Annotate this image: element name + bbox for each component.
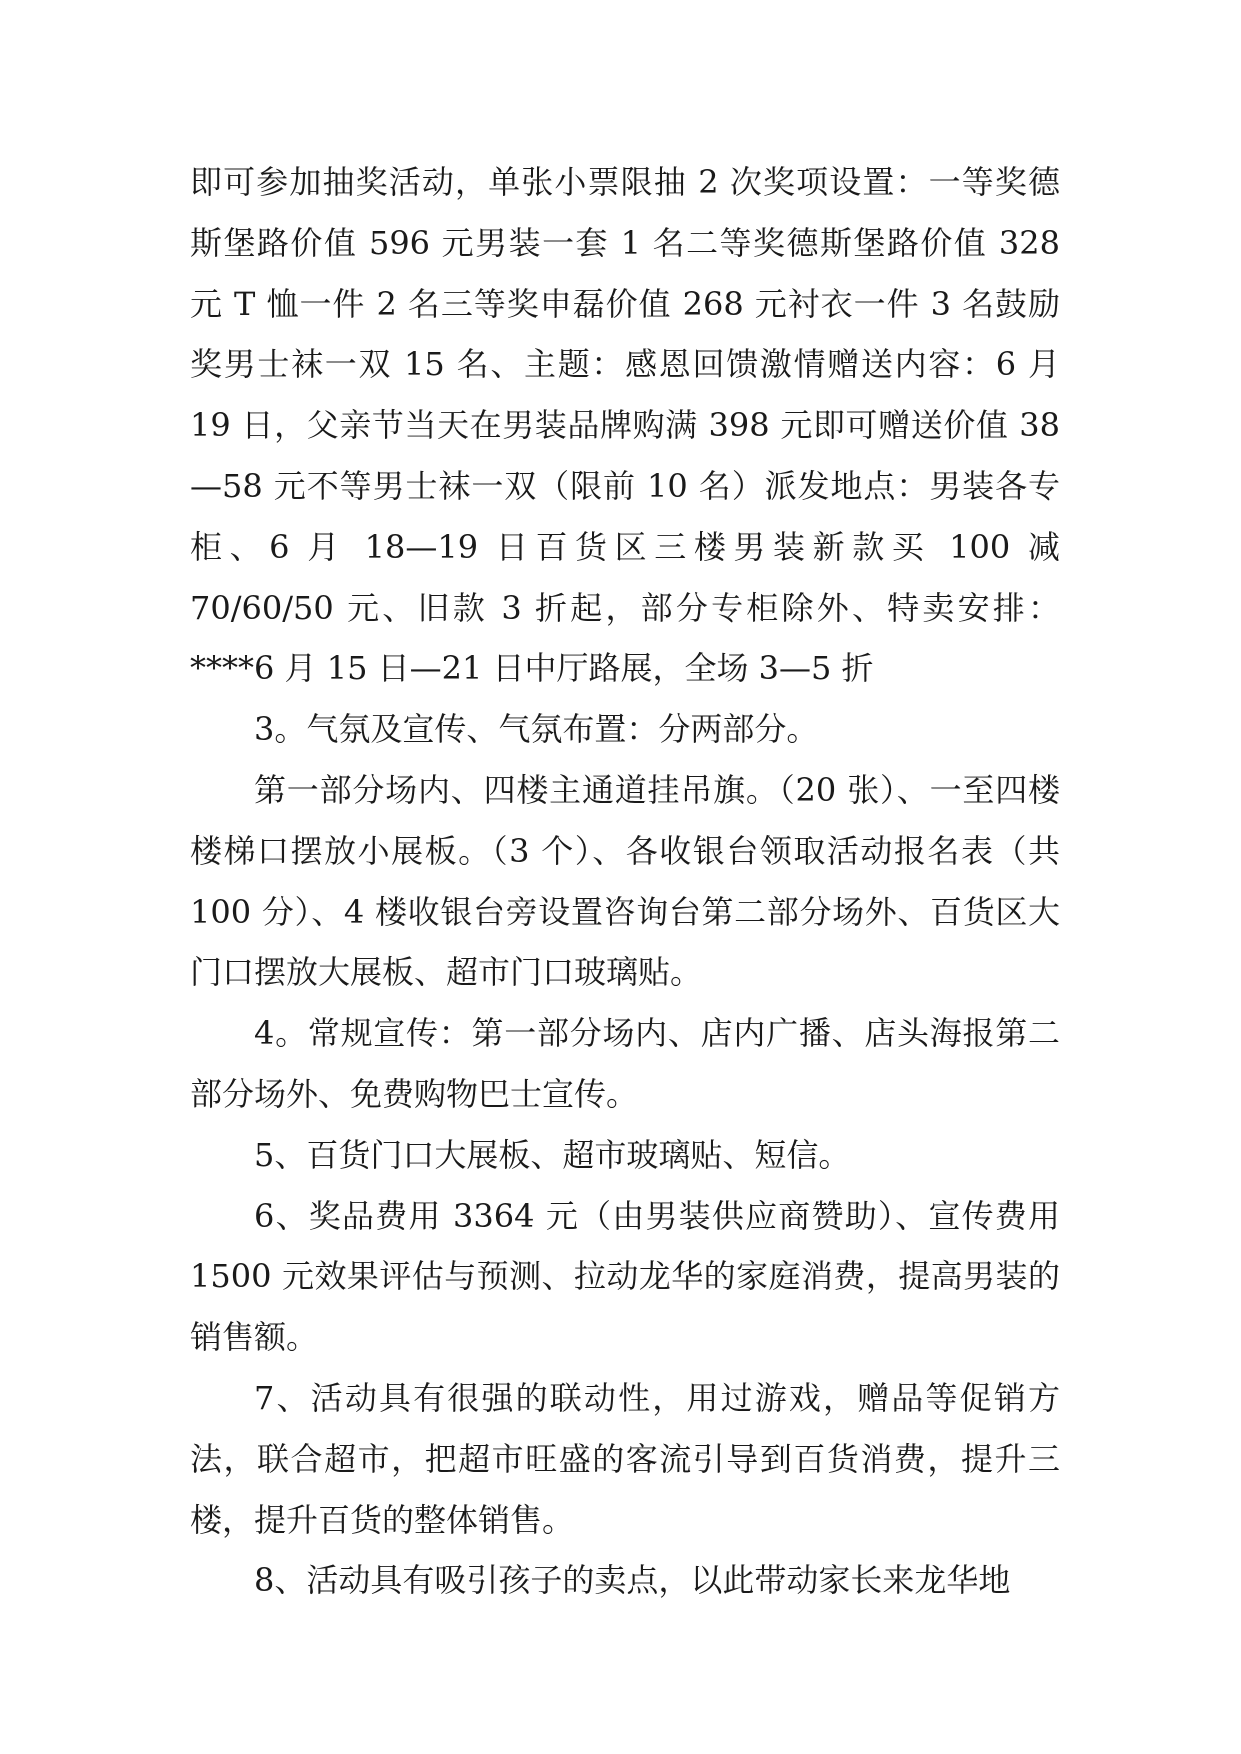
paragraph-display-boards: 5、百货门口大展板、超市玻璃贴、短信。 (254, 1135, 851, 1174)
paragraph-linkage: 7、活动具有很强的联动性，用过游戏，赠品等促销方法，联合超市，把超市旺盛的客流引导到百货消费，提升三楼，提升百货的整体销售。 (190, 1378, 1060, 1539)
paragraph-atmosphere: 3。气氛及宣传、气氛布置：分两部分。 (254, 710, 819, 749)
paragraph-prize-details: 即可参加抽奖活动，单张小票限抽 2 次奖项设置：一等奖德斯堡路价值 596 元男装一套 1 名二等奖德斯堡路价值 328 元 T 恤一件 2 名三等奖申磊价值 268 元衬衣一件 3 名鼓励奖男士袜一双 15 名、主题：感恩回馈激情赠送内容：6 月 19 日，父亲节当天在男装品牌购满 398 元即可赠送价值 38—58 元不等男士袜一双（限前 10 名）派发地点：男装各专柜、6 月 18—19 日百货区三楼男装新款买 100 减 70/60/50 元、旧款 3 折起，部分专柜除外、特卖安排：****6 月 15 日—21 日中厅路展，全场 3—5 折 (190, 163, 1060, 688)
paragraph-layout-plan: 第一部分场内、四楼主通道挂吊旗。（20 张）、一至四楼楼梯口摆放小展板。（3 个）、各收银台领取活动报名表（共 100 分）、4 楼收银台旁设置咨询台第二部分场外、百货区大门口摆放大展板、超市门口玻璃贴。 (190, 770, 1060, 992)
paragraph-children-appeal: 8、活动具有吸引孩子的卖点，以此带动家长来龙华地 (254, 1561, 1011, 1600)
paragraph-costs: 6、奖品费用 3364 元（由男装供应商赞助）、宣传费用 1500 元效果评估与预测、拉动龙华的家庭消费，提高男装的销售额。 (190, 1196, 1060, 1357)
document-body (190, 152, 1060, 1611)
paragraph-regular-promotion: 4。常规宣传：第一部分场内、店内广播、店头海报第二部分场外、免费购物巴士宣传。 (190, 1014, 1060, 1113)
